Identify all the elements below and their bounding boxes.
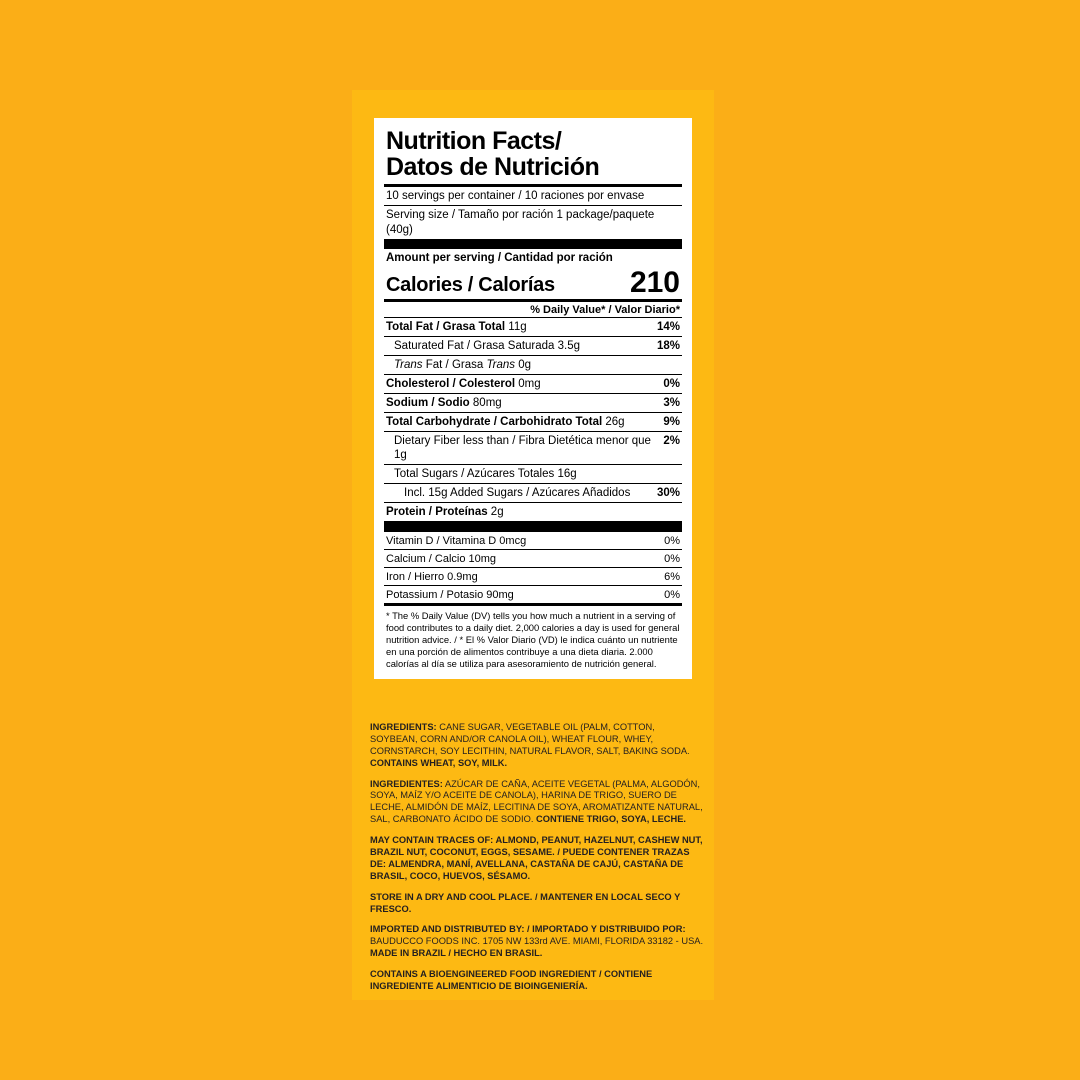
- nutrient-amount: 0g: [515, 359, 532, 372]
- ingredients-en-text: CANE SUGAR, VEGETABLE OIL (PALM, COTTON, SOYBEAN, CORN AND/OR CANOLA OIL), WHEAT FLOUR, WHEY, CORNSTARCH, SOY LECITHIN, NATURAL FLAVOR, SALT, BAKING SODA.: [370, 722, 690, 756]
- nutrient-name: Total Fat / Grasa Total 11g: [386, 321, 527, 333]
- panel-title-es: Datos de Nutrición: [386, 153, 600, 181]
- nutrient-row: [384, 318, 682, 336]
- nutrient-row: [384, 465, 682, 483]
- nutrient-amount: 2g: [487, 506, 504, 519]
- panel-title: [386, 128, 682, 180]
- allergen-traces: MAY CONTAIN TRACES OF: ALMOND, PEANUT, HAZELNUT, CASHEW NUT, BRAZIL NUT, COCONUT, EGGS, SESAME. / PUEDE CONTENER TRAZAS DE: ALMENDRA, MANÍ, AVELLANA, CASTAÑA DE CAJÚ, CASTAÑA DE BRASIL, COCO, HUEVOS, SÉSAMO.: [370, 835, 703, 881]
- vitamin-name: Calcium / Calcio 10mg: [386, 552, 497, 565]
- nutrient-daily-value: 3%: [663, 397, 680, 410]
- nutrient-name: Total Sugars / Azúcares Totales 16g: [394, 468, 577, 481]
- nutrient-amount: 80mg: [469, 397, 502, 410]
- nutrient-name: Incl. 15g Added Sugars / Azúcares Añadidos: [404, 487, 631, 500]
- nutrient-row: [384, 432, 682, 464]
- nutrient-amount: 16g: [554, 468, 577, 481]
- servings-per-container: 10 servings per container / 10 raciones por envase: [386, 190, 645, 202]
- daily-value-header: % Daily Value* / Valor Diario*: [530, 304, 680, 316]
- nutrient-daily-value: 30%: [656, 487, 680, 500]
- vitamin-name: Vitamin D / Vitamina D 0mcg: [386, 534, 527, 547]
- nutrient-name: Saturated Fat / Grasa Saturada 3.5g: [394, 340, 581, 353]
- nutrient-amount: 0mg: [515, 378, 541, 391]
- nutrient-row: [384, 337, 682, 355]
- ingredients-es-heading: INGREDIENTES:: [370, 778, 443, 789]
- nutrient-amount: 3.5g: [554, 340, 581, 353]
- ingredients-en: [370, 722, 704, 770]
- vitamin-row: [384, 586, 682, 603]
- ingredients-en-heading: INGREDIENTS:: [370, 722, 437, 732]
- vitamin-name: Iron / Hierro 0.9mg: [386, 570, 478, 583]
- vitamin-daily-value: 6%: [664, 570, 680, 583]
- storage-instructions: STORE IN A DRY AND COOL PLACE. / MANTENER EN LOCAL SECO Y FRESCO.: [370, 891, 681, 914]
- nutrition-facts-panel: [374, 118, 692, 679]
- vitamin-list: [384, 532, 682, 603]
- panel-title-en: Nutrition Facts/: [386, 127, 562, 155]
- amount-per-serving: Amount per serving / Cantidad por ración: [386, 252, 613, 265]
- importer-heading: IMPORTED AND DISTRIBUTED BY: / IMPORTADO Y DISTRIBUIDO POR:: [370, 924, 686, 935]
- vitamin-daily-value: 0%: [664, 552, 680, 565]
- nutrient-amount: 1g: [394, 449, 407, 462]
- ingredients-block: [370, 722, 704, 1002]
- nutrient-row: [384, 375, 682, 393]
- vitamin-row: [384, 532, 682, 549]
- nutrient-row: [384, 356, 682, 374]
- nutrient-amount: 11g: [505, 321, 527, 333]
- nutrient-daily-value: 14%: [656, 321, 680, 333]
- importer-info: [370, 924, 704, 960]
- nutrient-name: Sodium / Sodio 80mg: [386, 397, 502, 410]
- vitamin-row: [384, 550, 682, 567]
- calories-value: 210: [629, 265, 680, 299]
- vitamin-row: [384, 568, 682, 585]
- importer-address: BAUDUCCO FOODS INC. 1705 NW 133rd AVE. MIAMI, FLORIDA 33182 - USA.: [370, 936, 704, 947]
- vitamin-daily-value: 0%: [664, 534, 680, 547]
- nutrient-daily-value: 9%: [663, 416, 680, 429]
- package-artwork: [352, 90, 714, 1000]
- bioengineered-statement: CONTAINS A BIOENGINEERED FOOD INGREDIENT / CONTIENE INGREDIENTE ALIMENTICIO DE BIOINGENIERÍA.: [370, 969, 653, 992]
- nutrient-row: [384, 394, 682, 412]
- nutrient-daily-value: 18%: [656, 340, 680, 353]
- nutrient-daily-value: 0%: [663, 378, 680, 391]
- nutrient-amount: 26g: [602, 416, 625, 429]
- ingredients-es-text: AZÚCAR DE CAÑA, ACEITE VEGETAL (PALMA, ALGODÓN, SOYA, MAÍZ Y/O ACEITE DE CANOLA), HARINA DE TRIGO, SUERO DE LECHE, ALMIDÓN DE MAÍZ, LECITINA DE SOYA, AROMATIZANTE NATURAL, SAL, CARBONATO ÁCIDO DE SODIO.: [370, 778, 703, 825]
- nutrient-name: Dietary Fiber less than / Fibra Dietética menor que 1g: [394, 435, 651, 462]
- ingredients-es-contains: CONTIENE TRIGO, SOYA, LECHE.: [536, 814, 686, 825]
- nutrient-row: [384, 413, 682, 431]
- nutrient-name: Trans Fat / Grasa Trans 0g: [394, 359, 532, 372]
- ingredients-es: [370, 779, 704, 827]
- footnote: * The % Daily Value (DV) tells you how much a nutrient in a serving of food contributes to a daily diet. 2,000 calories a day is used for general nutrition advice. / * El % Valor Diario (VD) le indica cuánto un nutriente en una porción de alimentos contribuye a una dieta diaria. 2.000 calorías al día se utiliza para asesoramiento de nutrición general.: [386, 610, 680, 669]
- serving-size: Serving size / Tamaño por ración 1 package/paquete (40g): [386, 209, 655, 236]
- calories-label: Calories / Calorías: [386, 274, 555, 296]
- nutrient-row: [384, 484, 682, 502]
- nutrient-name: Protein / Proteínas 2g: [386, 506, 504, 519]
- nutrient-name: Total Carbohydrate / Carbohidrato Total 26g: [386, 416, 625, 429]
- divider-thick-top: [384, 239, 682, 249]
- vitamin-daily-value: 0%: [664, 588, 680, 601]
- nutrient-list: [384, 318, 682, 522]
- divider-thick-bottom: [384, 522, 682, 532]
- ingredients-en-contains: CONTAINS WHEAT, SOY, MILK.: [370, 757, 508, 768]
- origin-statement: MADE IN BRAZIL / HECHO EN BRASIL.: [370, 948, 543, 959]
- nutrient-name: Cholesterol / Colesterol 0mg: [386, 378, 541, 391]
- calories-row: [384, 265, 682, 300]
- nutrient-daily-value: 2%: [663, 435, 680, 448]
- nutrient-row: [384, 503, 682, 521]
- vitamin-name: Potassium / Potasio 90mg: [386, 588, 514, 601]
